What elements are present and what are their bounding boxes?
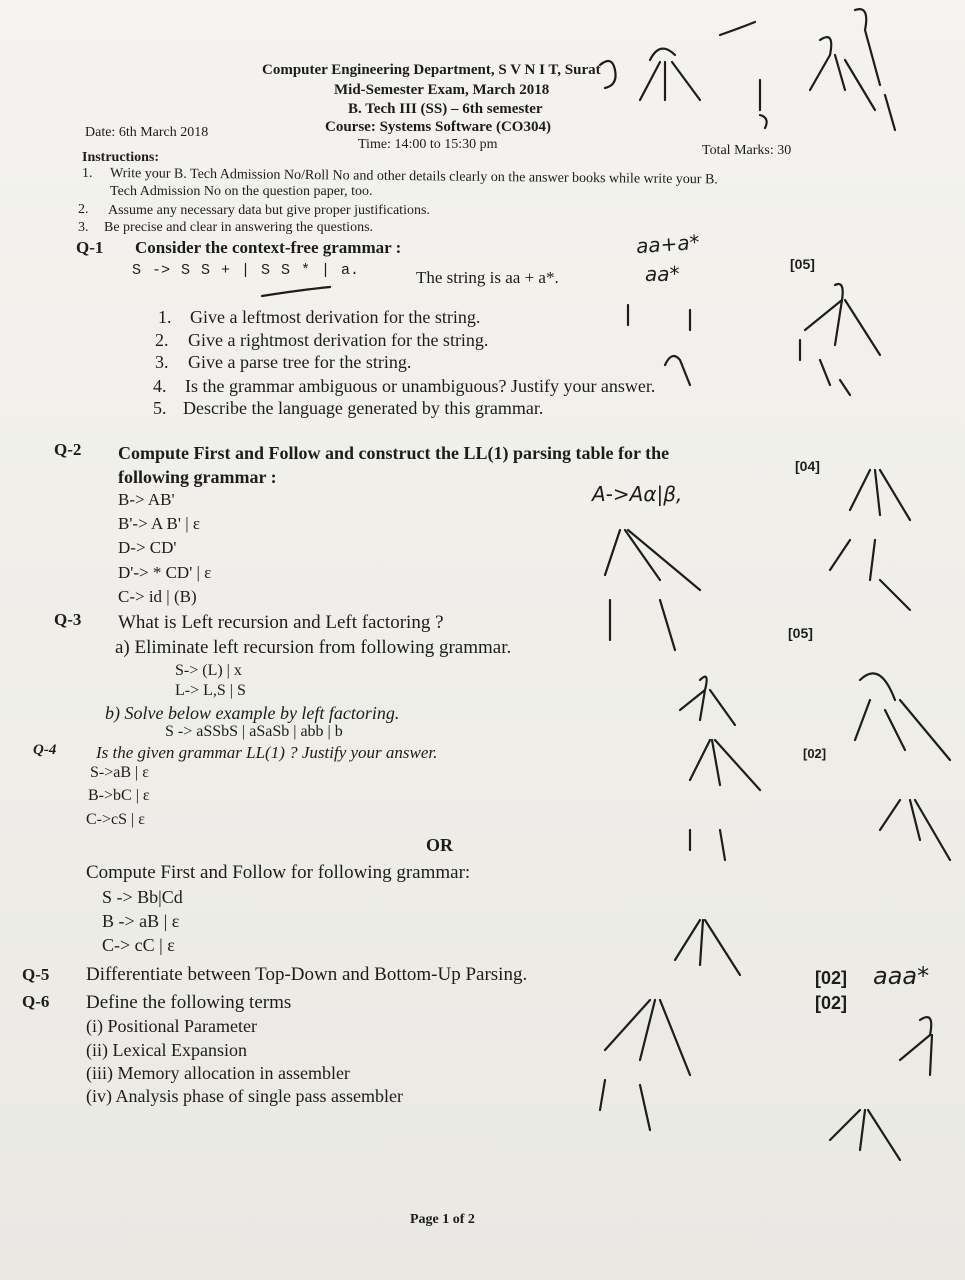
q1-title: Consider the context-free grammar : [135, 238, 402, 257]
q1-label: Q-1 [76, 238, 104, 257]
page-number: Page 1 of 2 [410, 1212, 475, 1227]
q1-marks: [05] [790, 256, 815, 272]
q2-rule: B'-> A B' | ε [118, 514, 200, 533]
q6-item: (iii) Memory allocation in assembler [86, 1063, 350, 1083]
q3-part-a: a) Eliminate left recursion from following grammar. [115, 637, 512, 658]
q3-a-rule: L-> L,S | S [175, 682, 246, 699]
instruction-text: Write your B. Tech Admission No/Roll No and other details clearly on the answer books while write your B. [109, 166, 718, 188]
q5-marks: [02] [815, 968, 848, 988]
handwritten-note: aa+a* [635, 229, 701, 259]
department-line: Computer Engineering Department, S V N I T, Surat [262, 62, 601, 78]
q6-item: (iv) Analysis phase of single pass assembler [86, 1086, 403, 1106]
q4-rule: S->aB | ε [90, 764, 149, 781]
q2-title: Compute First and Follow and construct the LL(1) parsing table for the [118, 443, 670, 463]
q6-item: (ii) Lexical Expansion [86, 1040, 247, 1060]
q1-part-num: 3. [155, 352, 169, 372]
handwritten-note: aaa* [873, 962, 930, 990]
q6-label: Q-6 [22, 992, 50, 1011]
q4-marks: [02] [803, 746, 827, 761]
q3-a-rule: S-> (L) | x [175, 662, 242, 679]
total-marks: Total Marks: 30 [702, 143, 792, 158]
q1-part-text: Describe the language generated by this grammar. [183, 398, 544, 418]
q3-b-rule: S -> aSSbS | aSaSb | abb | b [165, 723, 343, 740]
exam-time: Time: 14:00 to 15:30 pm [358, 137, 498, 152]
q4-or: OR [426, 835, 453, 855]
q3-label: Q-3 [54, 610, 82, 629]
q4-alt-rule: B -> aB | ε [102, 911, 180, 931]
handwritten-note: aa* [645, 262, 680, 286]
instructions-title: Instructions: [82, 150, 160, 165]
q1-part-text: Give a parse tree for the string. [188, 352, 412, 372]
instruction-num: 3. [78, 220, 89, 235]
q4-rule: C->cS | ε [86, 811, 145, 828]
q6-text: Define the following terms [86, 992, 292, 1013]
q4-rule: B->bC | ε [88, 787, 150, 804]
q1-part-text: Give a rightmost derivation for the string. [188, 330, 489, 350]
q3-marks: [05] [788, 625, 813, 641]
instruction-num: 2. [78, 202, 89, 217]
q2-title-cont: following grammar : [118, 467, 277, 487]
program-line: B. Tech III (SS) – 6th semester [348, 101, 543, 117]
q2-rule: C-> id | (B) [118, 587, 197, 606]
q4-title: Is the given grammar LL(1) ? Justify your answer. [96, 743, 438, 762]
exam-title: Mid-Semester Exam, March 2018 [334, 82, 550, 98]
q1-grammar: S -> S S + | S S * | a. [132, 262, 360, 279]
q1-part-num: 4. [153, 376, 167, 396]
q4-label: Q-4 [33, 742, 57, 758]
q1-part-num: 2. [155, 330, 169, 350]
q2-rule: D'-> * CD' | ε [118, 563, 212, 582]
q5-label: Q-5 [22, 965, 50, 984]
q3-title: What is Left recursion and Left factoring ? [118, 612, 444, 633]
q1-part-text: Is the grammar ambiguous or unambiguous? Justify your answer. [185, 376, 656, 396]
q1-part-text: Give a leftmost derivation for the string. [190, 307, 481, 327]
q2-rule: B-> AB' [118, 490, 175, 509]
instruction-text: Be precise and clear in answering the questions. [104, 220, 374, 235]
q1-part-num: 5. [153, 398, 167, 418]
handwritten-note: A->Aα|β, [592, 482, 683, 506]
q6-item: (i) Positional Parameter [86, 1016, 257, 1036]
exam-date: Date: 6th March 2018 [85, 125, 209, 140]
q2-label: Q-2 [54, 440, 82, 459]
course-line: Course: Systems Software (CO304) [325, 119, 551, 135]
instruction-num: 1. [82, 166, 93, 181]
q5-text: Differentiate between Top-Down and Bottom-Up Parsing. [86, 964, 528, 985]
instruction-text-cont: Tech Admission No on the question paper, too. [110, 184, 373, 199]
instruction-text: Assume any necessary data but give proper justifications. [108, 203, 430, 218]
q4-alt-rule: C-> cC | ε [102, 935, 175, 955]
q3-part-b: b) Solve below example by left factoring. [105, 703, 400, 723]
q1-string: The string is aa + a*. [416, 268, 559, 287]
q2-marks: [04] [795, 458, 820, 474]
q4-alt-title: Compute First and Follow for following grammar: [86, 862, 471, 883]
q4-alt-rule: S -> Bb|Cd [102, 887, 183, 907]
q6-marks: [02] [815, 993, 848, 1013]
q1-part-num: 1. [158, 307, 172, 327]
q2-rule: D-> CD' [118, 538, 177, 557]
